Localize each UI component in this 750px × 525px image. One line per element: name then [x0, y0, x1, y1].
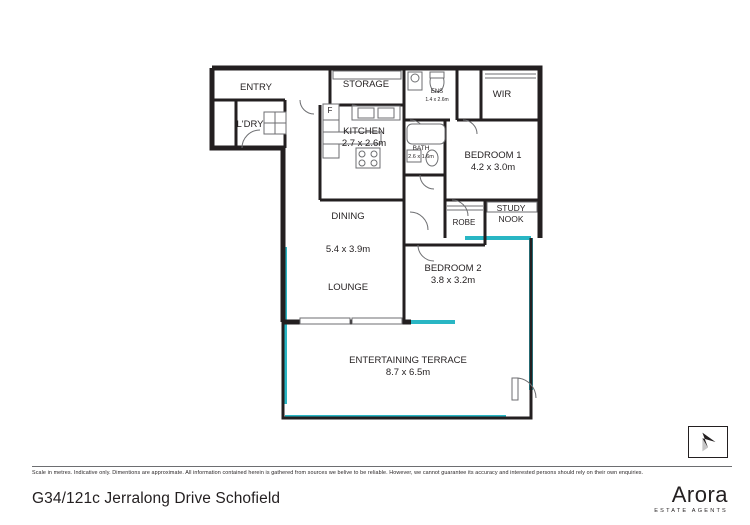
label-bedroom2: BEDROOM 2: [424, 263, 482, 274]
label-lounge: LOUNGE: [327, 282, 369, 293]
label-terrace-dims: 8.7 x 6.5m: [385, 367, 431, 378]
label-dining: DINING: [331, 211, 365, 222]
north-arrow-icon: [689, 427, 727, 457]
label-study-nook: NOOK: [498, 214, 524, 224]
property-address: G34/121c Jerralong Drive Schofield: [32, 490, 281, 507]
label-bath-dims: 2.6 x 1.6m: [408, 154, 434, 160]
label-kitchen-dims: 2.7 x 2.6m: [341, 138, 387, 149]
compass-rose: [688, 426, 728, 458]
label-fridge: F: [327, 106, 333, 115]
label-entry: ENTRY: [239, 82, 273, 93]
label-bath: BATH: [412, 145, 430, 152]
label-study: STUDY: [496, 203, 526, 213]
label-dining-dims: 5.4 x 3.9m: [325, 244, 371, 255]
label-bedroom1: BEDROOM 1: [464, 150, 522, 161]
label-kitchen: KITCHEN: [343, 126, 385, 137]
label-bedroom1-dims: 4.2 x 3.0m: [470, 162, 516, 173]
agency-logo: [654, 484, 728, 514]
terrace-area: [283, 238, 531, 418]
disclaimer-text: Scale in metres. Indicative only. Dimentions are approximate. All information contained herein is gathered from sources we belive to be reliable. However, we cannot guarantee its accuracy and interested persons should rely on their own enquiries.: [32, 470, 644, 476]
label-wir: WIR: [492, 89, 512, 100]
footer-divider: [32, 466, 732, 467]
label-bedroom2-dims: 3.8 x 3.2m: [430, 275, 476, 286]
label-robe: ROBE: [452, 218, 476, 227]
agency-name: Arora: [671, 482, 728, 507]
label-storage: STORAGE: [342, 79, 390, 90]
label-ens-dims: 1.4 x 2.6m: [425, 97, 449, 103]
label-laundry: L'DRY: [236, 119, 264, 130]
agency-tagline: ESTATE AGENTS: [654, 508, 728, 514]
label-terrace: ENTERTAINING TERRACE: [349, 355, 467, 366]
label-ens: ENS: [430, 89, 444, 95]
